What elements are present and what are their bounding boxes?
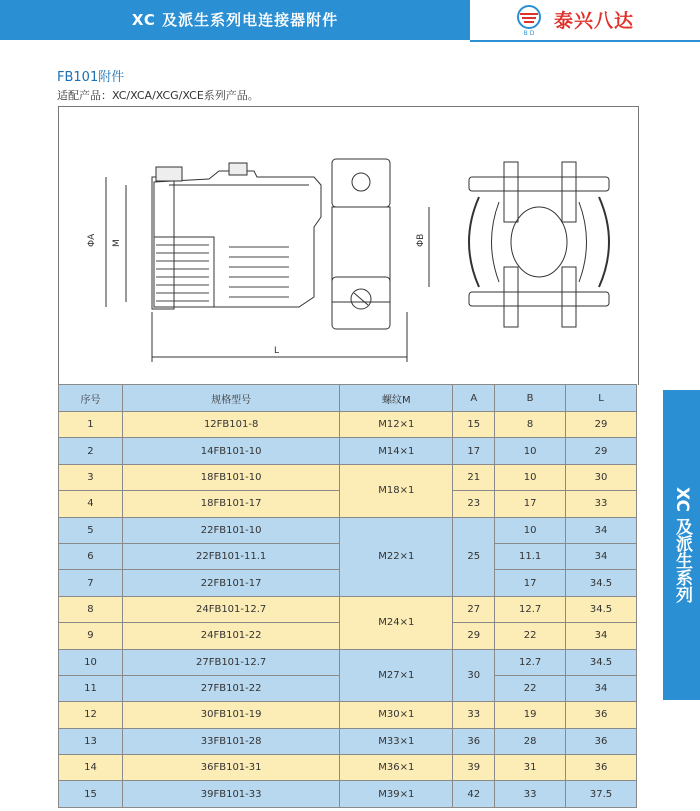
spec-table bbox=[58, 384, 637, 808]
cell-a: 33 bbox=[453, 702, 495, 728]
cell-model: 22FB101-11.1 bbox=[122, 543, 339, 569]
cell-a: 30 bbox=[453, 649, 495, 702]
cell-l: 34 bbox=[566, 675, 637, 701]
cell-l: 34 bbox=[566, 517, 637, 543]
col-header-l: L bbox=[566, 385, 637, 412]
table-row bbox=[59, 728, 637, 754]
cell-l: 34.5 bbox=[566, 570, 637, 596]
cell-b: 19 bbox=[495, 702, 566, 728]
company-logo bbox=[510, 4, 548, 36]
cell-b: 10 bbox=[495, 464, 566, 490]
cell-b: 22 bbox=[495, 623, 566, 649]
cell-a: 36 bbox=[453, 728, 495, 754]
cell-model: 12FB101-8 bbox=[122, 412, 339, 438]
cell-no: 15 bbox=[59, 781, 123, 807]
table-row bbox=[59, 781, 637, 807]
col-header-b: B bbox=[495, 385, 566, 412]
cell-a: 39 bbox=[453, 755, 495, 781]
cell-no: 4 bbox=[59, 491, 123, 517]
cell-a: 21 bbox=[453, 464, 495, 490]
cell-thread: M33×1 bbox=[340, 728, 453, 754]
label-m: M bbox=[112, 239, 122, 247]
col-header-thread: 螺纹M bbox=[340, 385, 453, 412]
cell-model: 33FB101-28 bbox=[122, 728, 339, 754]
cell-thread: M22×1 bbox=[340, 517, 453, 596]
cell-model: 22FB101-10 bbox=[122, 517, 339, 543]
logo-letters: B D bbox=[523, 30, 535, 36]
label-l: L bbox=[274, 346, 280, 356]
cell-thread: M12×1 bbox=[340, 412, 453, 438]
cell-b: 22 bbox=[495, 675, 566, 701]
cell-l: 34.5 bbox=[566, 649, 637, 675]
brand-name: 泰兴八达 bbox=[554, 10, 635, 32]
cell-thread: M30×1 bbox=[340, 702, 453, 728]
table-row bbox=[59, 649, 637, 675]
cell-l: 29 bbox=[566, 412, 637, 438]
cell-no: 11 bbox=[59, 675, 123, 701]
cell-b: 17 bbox=[495, 491, 566, 517]
table-row bbox=[59, 438, 637, 464]
cell-b: 10 bbox=[495, 438, 566, 464]
col-header-model: 规格型号 bbox=[122, 385, 339, 412]
cell-b: 10 bbox=[495, 517, 566, 543]
cell-l: 37.5 bbox=[566, 781, 637, 807]
cell-model: 14FB101-10 bbox=[122, 438, 339, 464]
cell-a: 25 bbox=[453, 517, 495, 596]
cell-b: 31 bbox=[495, 755, 566, 781]
cell-b: 17 bbox=[495, 570, 566, 596]
side-tab-label: XC 及派生系列 bbox=[672, 487, 692, 603]
cell-thread: M39×1 bbox=[340, 781, 453, 807]
table-row bbox=[59, 517, 637, 543]
cell-model: 24FB101-12.7 bbox=[122, 596, 339, 622]
page-title: XC 及派生系列电连接器附件 bbox=[131, 11, 339, 29]
table-row bbox=[59, 412, 637, 438]
cell-no: 10 bbox=[59, 649, 123, 675]
cell-b: 11.1 bbox=[495, 543, 566, 569]
label-phi-a: ΦA bbox=[87, 233, 97, 247]
cell-l: 33 bbox=[566, 491, 637, 517]
table-row bbox=[59, 702, 637, 728]
technical-drawing bbox=[58, 106, 639, 385]
cell-a: 27 bbox=[453, 596, 495, 622]
cell-a: 29 bbox=[453, 623, 495, 649]
cell-no: 1 bbox=[59, 412, 123, 438]
product-name: FB101附件 bbox=[57, 70, 125, 85]
cell-model: 39FB101-33 bbox=[122, 781, 339, 807]
cell-b: 8 bbox=[495, 412, 566, 438]
cell-l: 36 bbox=[566, 755, 637, 781]
cell-l: 34 bbox=[566, 623, 637, 649]
cell-no: 12 bbox=[59, 702, 123, 728]
cell-b: 33 bbox=[495, 781, 566, 807]
cell-model: 36FB101-31 bbox=[122, 755, 339, 781]
cell-a: 15 bbox=[453, 412, 495, 438]
cell-no: 2 bbox=[59, 438, 123, 464]
cell-b: 12.7 bbox=[495, 649, 566, 675]
cell-no: 6 bbox=[59, 543, 123, 569]
cell-model: 30FB101-19 bbox=[122, 702, 339, 728]
table-row bbox=[59, 596, 637, 622]
cell-no: 9 bbox=[59, 623, 123, 649]
cell-thread: M14×1 bbox=[340, 438, 453, 464]
col-header-a: A bbox=[453, 385, 495, 412]
cell-thread: M27×1 bbox=[340, 649, 453, 702]
table-row bbox=[59, 464, 637, 490]
cell-a: 42 bbox=[453, 781, 495, 807]
cell-a: 17 bbox=[453, 438, 495, 464]
cell-l: 34.5 bbox=[566, 596, 637, 622]
table-row bbox=[59, 755, 637, 781]
cell-l: 29 bbox=[566, 438, 637, 464]
cell-model: 22FB101-17 bbox=[122, 570, 339, 596]
cell-no: 5 bbox=[59, 517, 123, 543]
cell-no: 3 bbox=[59, 464, 123, 490]
cell-b: 28 bbox=[495, 728, 566, 754]
cell-no: 7 bbox=[59, 570, 123, 596]
cell-model: 27FB101-12.7 bbox=[122, 649, 339, 675]
product-fits: 适配产品：XC/XCA/XCG/XCE系列产品。 bbox=[57, 89, 259, 102]
series-side-tab bbox=[663, 390, 700, 700]
cell-no: 8 bbox=[59, 596, 123, 622]
cell-l: 36 bbox=[566, 728, 637, 754]
table-header-row bbox=[59, 385, 637, 412]
cell-b: 12.7 bbox=[495, 596, 566, 622]
cell-model: 18FB101-17 bbox=[122, 491, 339, 517]
col-header-no: 序号 bbox=[59, 385, 123, 412]
cell-l: 34 bbox=[566, 543, 637, 569]
cell-a: 23 bbox=[453, 491, 495, 517]
cell-l: 36 bbox=[566, 702, 637, 728]
cell-model: 18FB101-10 bbox=[122, 464, 339, 490]
cell-no: 13 bbox=[59, 728, 123, 754]
cell-thread: M36×1 bbox=[340, 755, 453, 781]
cell-thread: M18×1 bbox=[340, 464, 453, 517]
drawing-svg bbox=[59, 107, 638, 385]
cell-model: 27FB101-22 bbox=[122, 675, 339, 701]
label-phi-b: ΦB bbox=[416, 233, 426, 247]
cell-l: 30 bbox=[566, 464, 637, 490]
cell-model: 24FB101-22 bbox=[122, 623, 339, 649]
cell-thread: M24×1 bbox=[340, 596, 453, 649]
cell-no: 14 bbox=[59, 755, 123, 781]
